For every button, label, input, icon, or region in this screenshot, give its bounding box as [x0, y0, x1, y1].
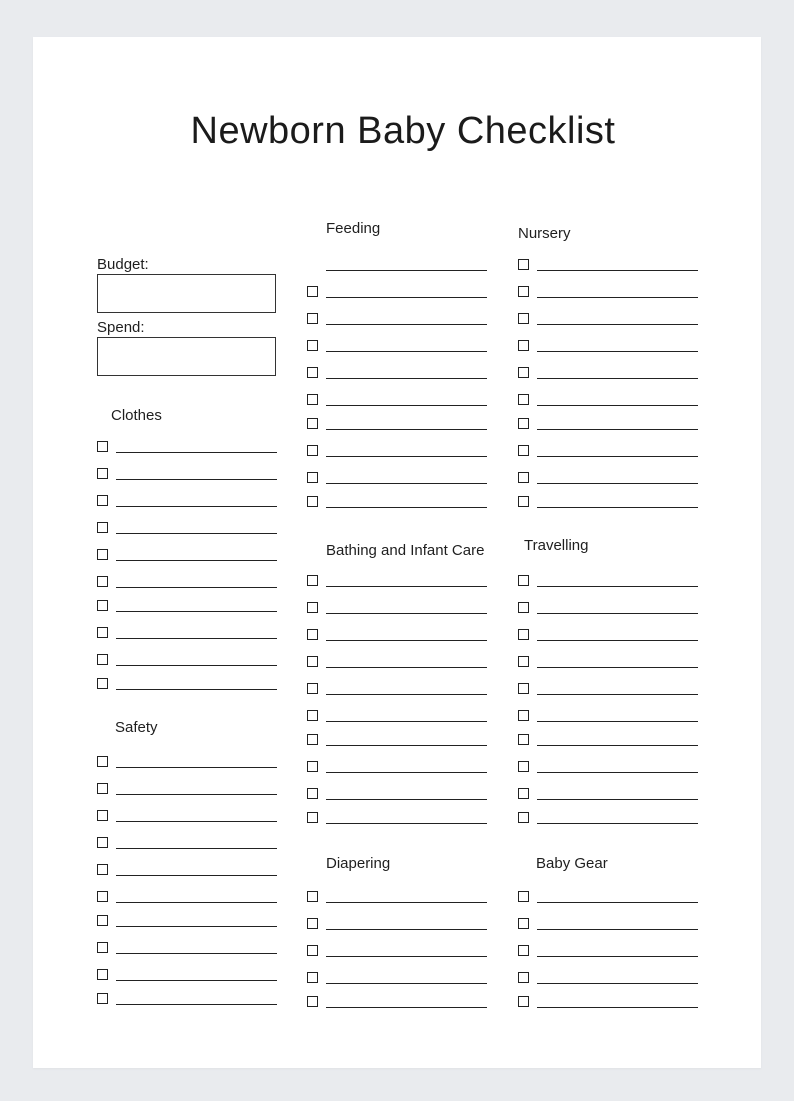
write-in-line[interactable] [537, 694, 698, 695]
write-in-line[interactable] [116, 821, 277, 822]
checkbox[interactable] [518, 788, 529, 799]
checkbox[interactable] [97, 495, 108, 506]
checkbox[interactable] [518, 602, 529, 613]
checkbox[interactable] [307, 710, 318, 721]
page-title: Newborn Baby Checklist [190, 110, 616, 152]
checkbox[interactable] [518, 734, 529, 745]
checkbox[interactable] [307, 394, 318, 405]
write-in-line[interactable] [537, 586, 698, 587]
budget-field[interactable] [97, 274, 276, 313]
write-in-line[interactable] [116, 767, 277, 768]
write-in-line[interactable] [116, 506, 277, 507]
checkbox[interactable] [518, 340, 529, 351]
checkbox[interactable] [97, 576, 108, 587]
section-heading-baby-gear: Baby Gear [536, 855, 608, 872]
write-in-line[interactable] [116, 926, 277, 927]
write-in-line[interactable] [326, 983, 487, 984]
write-in-line[interactable] [116, 1004, 277, 1005]
checkbox[interactable] [307, 734, 318, 745]
checkbox[interactable] [518, 575, 529, 586]
write-in-line[interactable] [326, 378, 487, 379]
write-in-line[interactable] [537, 640, 698, 641]
write-in-line[interactable] [116, 689, 277, 690]
write-in-line[interactable] [537, 324, 698, 325]
checkbox[interactable] [307, 286, 318, 297]
write-in-line[interactable] [326, 902, 487, 903]
checkbox[interactable] [307, 418, 318, 429]
write-in-line[interactable] [537, 983, 698, 984]
write-in-line[interactable] [537, 351, 698, 352]
checkbox[interactable] [307, 683, 318, 694]
write-in-line[interactable] [116, 665, 277, 666]
write-in-line[interactable] [326, 270, 487, 271]
write-in-line[interactable] [326, 956, 487, 957]
checkbox[interactable] [518, 891, 529, 902]
checkbox[interactable] [307, 788, 318, 799]
write-in-line[interactable] [537, 613, 698, 614]
checkbox[interactable] [97, 756, 108, 767]
checkbox[interactable] [307, 445, 318, 456]
checkbox[interactable] [518, 945, 529, 956]
write-in-line[interactable] [326, 297, 487, 298]
section-heading-travelling: Travelling [524, 537, 589, 554]
checkbox[interactable] [518, 812, 529, 823]
checkbox[interactable] [518, 418, 529, 429]
write-in-line[interactable] [116, 452, 277, 453]
checkbox[interactable] [518, 313, 529, 324]
checkbox[interactable] [518, 367, 529, 378]
write-in-line[interactable] [116, 533, 277, 534]
checkbox[interactable] [518, 918, 529, 929]
checkbox[interactable] [97, 891, 108, 902]
checkbox[interactable] [518, 445, 529, 456]
write-in-line[interactable] [116, 848, 277, 849]
checkbox[interactable] [97, 654, 108, 665]
section-heading-diapering: Diapering [326, 855, 391, 872]
write-in-line[interactable] [116, 902, 277, 903]
write-in-line[interactable] [326, 429, 487, 430]
write-in-line[interactable] [537, 745, 698, 746]
write-in-line[interactable] [116, 875, 277, 876]
checkbox[interactable] [307, 761, 318, 772]
checkbox[interactable] [307, 945, 318, 956]
write-in-line[interactable] [537, 902, 698, 903]
section-heading-safety: Safety [115, 719, 158, 736]
checkbox[interactable] [97, 864, 108, 875]
checkbox[interactable] [518, 394, 529, 405]
checkbox[interactable] [518, 472, 529, 483]
checkbox[interactable] [97, 678, 108, 689]
write-in-line[interactable] [326, 586, 487, 587]
write-in-line[interactable] [537, 667, 698, 668]
write-in-line[interactable] [537, 1007, 698, 1008]
write-in-line[interactable] [326, 640, 487, 641]
checkbox[interactable] [307, 472, 318, 483]
write-in-line[interactable] [326, 694, 487, 695]
checkbox[interactable] [307, 996, 318, 1007]
checkbox[interactable] [518, 496, 529, 507]
checkbox[interactable] [518, 683, 529, 694]
checkbox[interactable] [97, 993, 108, 1004]
write-in-line[interactable] [537, 799, 698, 800]
write-in-line[interactable] [537, 270, 698, 271]
write-in-line[interactable] [326, 351, 487, 352]
section-heading-bathing: Bathing and Infant Care [326, 542, 485, 559]
write-in-line[interactable] [326, 929, 487, 930]
write-in-line[interactable] [537, 929, 698, 930]
write-in-line[interactable] [116, 479, 277, 480]
write-in-line[interactable] [326, 772, 487, 773]
checkbox[interactable] [518, 286, 529, 297]
checkbox[interactable] [307, 313, 318, 324]
write-in-line[interactable] [116, 587, 277, 588]
write-in-line[interactable] [326, 507, 487, 508]
checkbox[interactable] [307, 602, 318, 613]
write-in-line[interactable] [326, 613, 487, 614]
write-in-line[interactable] [326, 667, 487, 668]
checkbox[interactable] [307, 972, 318, 983]
write-in-line[interactable] [326, 745, 487, 746]
write-in-line[interactable] [537, 956, 698, 957]
section-heading-nursery: Nursery [518, 225, 571, 242]
checkbox[interactable] [307, 656, 318, 667]
checkbox[interactable] [307, 340, 318, 351]
section-heading-clothes: Clothes [111, 407, 162, 424]
checkbox[interactable] [97, 549, 108, 560]
checkbox[interactable] [518, 761, 529, 772]
write-in-line[interactable] [326, 483, 487, 484]
write-in-line[interactable] [116, 611, 277, 612]
checkbox[interactable] [307, 575, 318, 586]
checkbox[interactable] [307, 812, 318, 823]
write-in-line[interactable] [116, 953, 277, 954]
checkbox[interactable] [307, 496, 318, 507]
write-in-line[interactable] [537, 405, 698, 406]
write-in-line[interactable] [537, 456, 698, 457]
write-in-line[interactable] [326, 1007, 487, 1008]
checkbox[interactable] [518, 629, 529, 640]
checkbox[interactable] [518, 656, 529, 667]
checkbox[interactable] [307, 891, 318, 902]
checkbox[interactable] [97, 783, 108, 794]
write-in-line[interactable] [116, 638, 277, 639]
write-in-line[interactable] [326, 456, 487, 457]
checkbox[interactable] [97, 837, 108, 848]
checkbox[interactable] [307, 918, 318, 929]
write-in-line[interactable] [537, 721, 698, 722]
write-in-line[interactable] [537, 772, 698, 773]
checkbox[interactable] [97, 522, 108, 533]
budget-label: Budget: [97, 256, 149, 273]
checkbox[interactable] [518, 972, 529, 983]
section-heading-feeding: Feeding [326, 220, 381, 237]
write-in-line[interactable] [326, 823, 487, 824]
checkbox[interactable] [518, 996, 529, 1007]
checkbox[interactable] [97, 468, 108, 479]
write-in-line[interactable] [537, 378, 698, 379]
checkbox[interactable] [97, 627, 108, 638]
checkbox[interactable] [97, 600, 108, 611]
write-in-line[interactable] [116, 794, 277, 795]
write-in-line[interactable] [326, 324, 487, 325]
checkbox[interactable] [97, 441, 108, 452]
write-in-line[interactable] [537, 823, 698, 824]
spend-field[interactable] [97, 337, 276, 376]
checkbox[interactable] [307, 629, 318, 640]
write-in-line[interactable] [326, 721, 487, 722]
write-in-line[interactable] [537, 429, 698, 430]
checkbox[interactable] [97, 969, 108, 980]
write-in-line[interactable] [326, 799, 487, 800]
write-in-line[interactable] [116, 560, 277, 561]
spend-label: Spend: [97, 319, 145, 336]
checkbox[interactable] [518, 259, 529, 270]
write-in-line[interactable] [537, 297, 698, 298]
write-in-line[interactable] [326, 405, 487, 406]
checkbox[interactable] [518, 710, 529, 721]
checkbox[interactable] [97, 942, 108, 953]
checkbox[interactable] [97, 915, 108, 926]
write-in-line[interactable] [537, 507, 698, 508]
write-in-line[interactable] [537, 483, 698, 484]
checkbox[interactable] [307, 367, 318, 378]
checkbox[interactable] [97, 810, 108, 821]
write-in-line[interactable] [116, 980, 277, 981]
